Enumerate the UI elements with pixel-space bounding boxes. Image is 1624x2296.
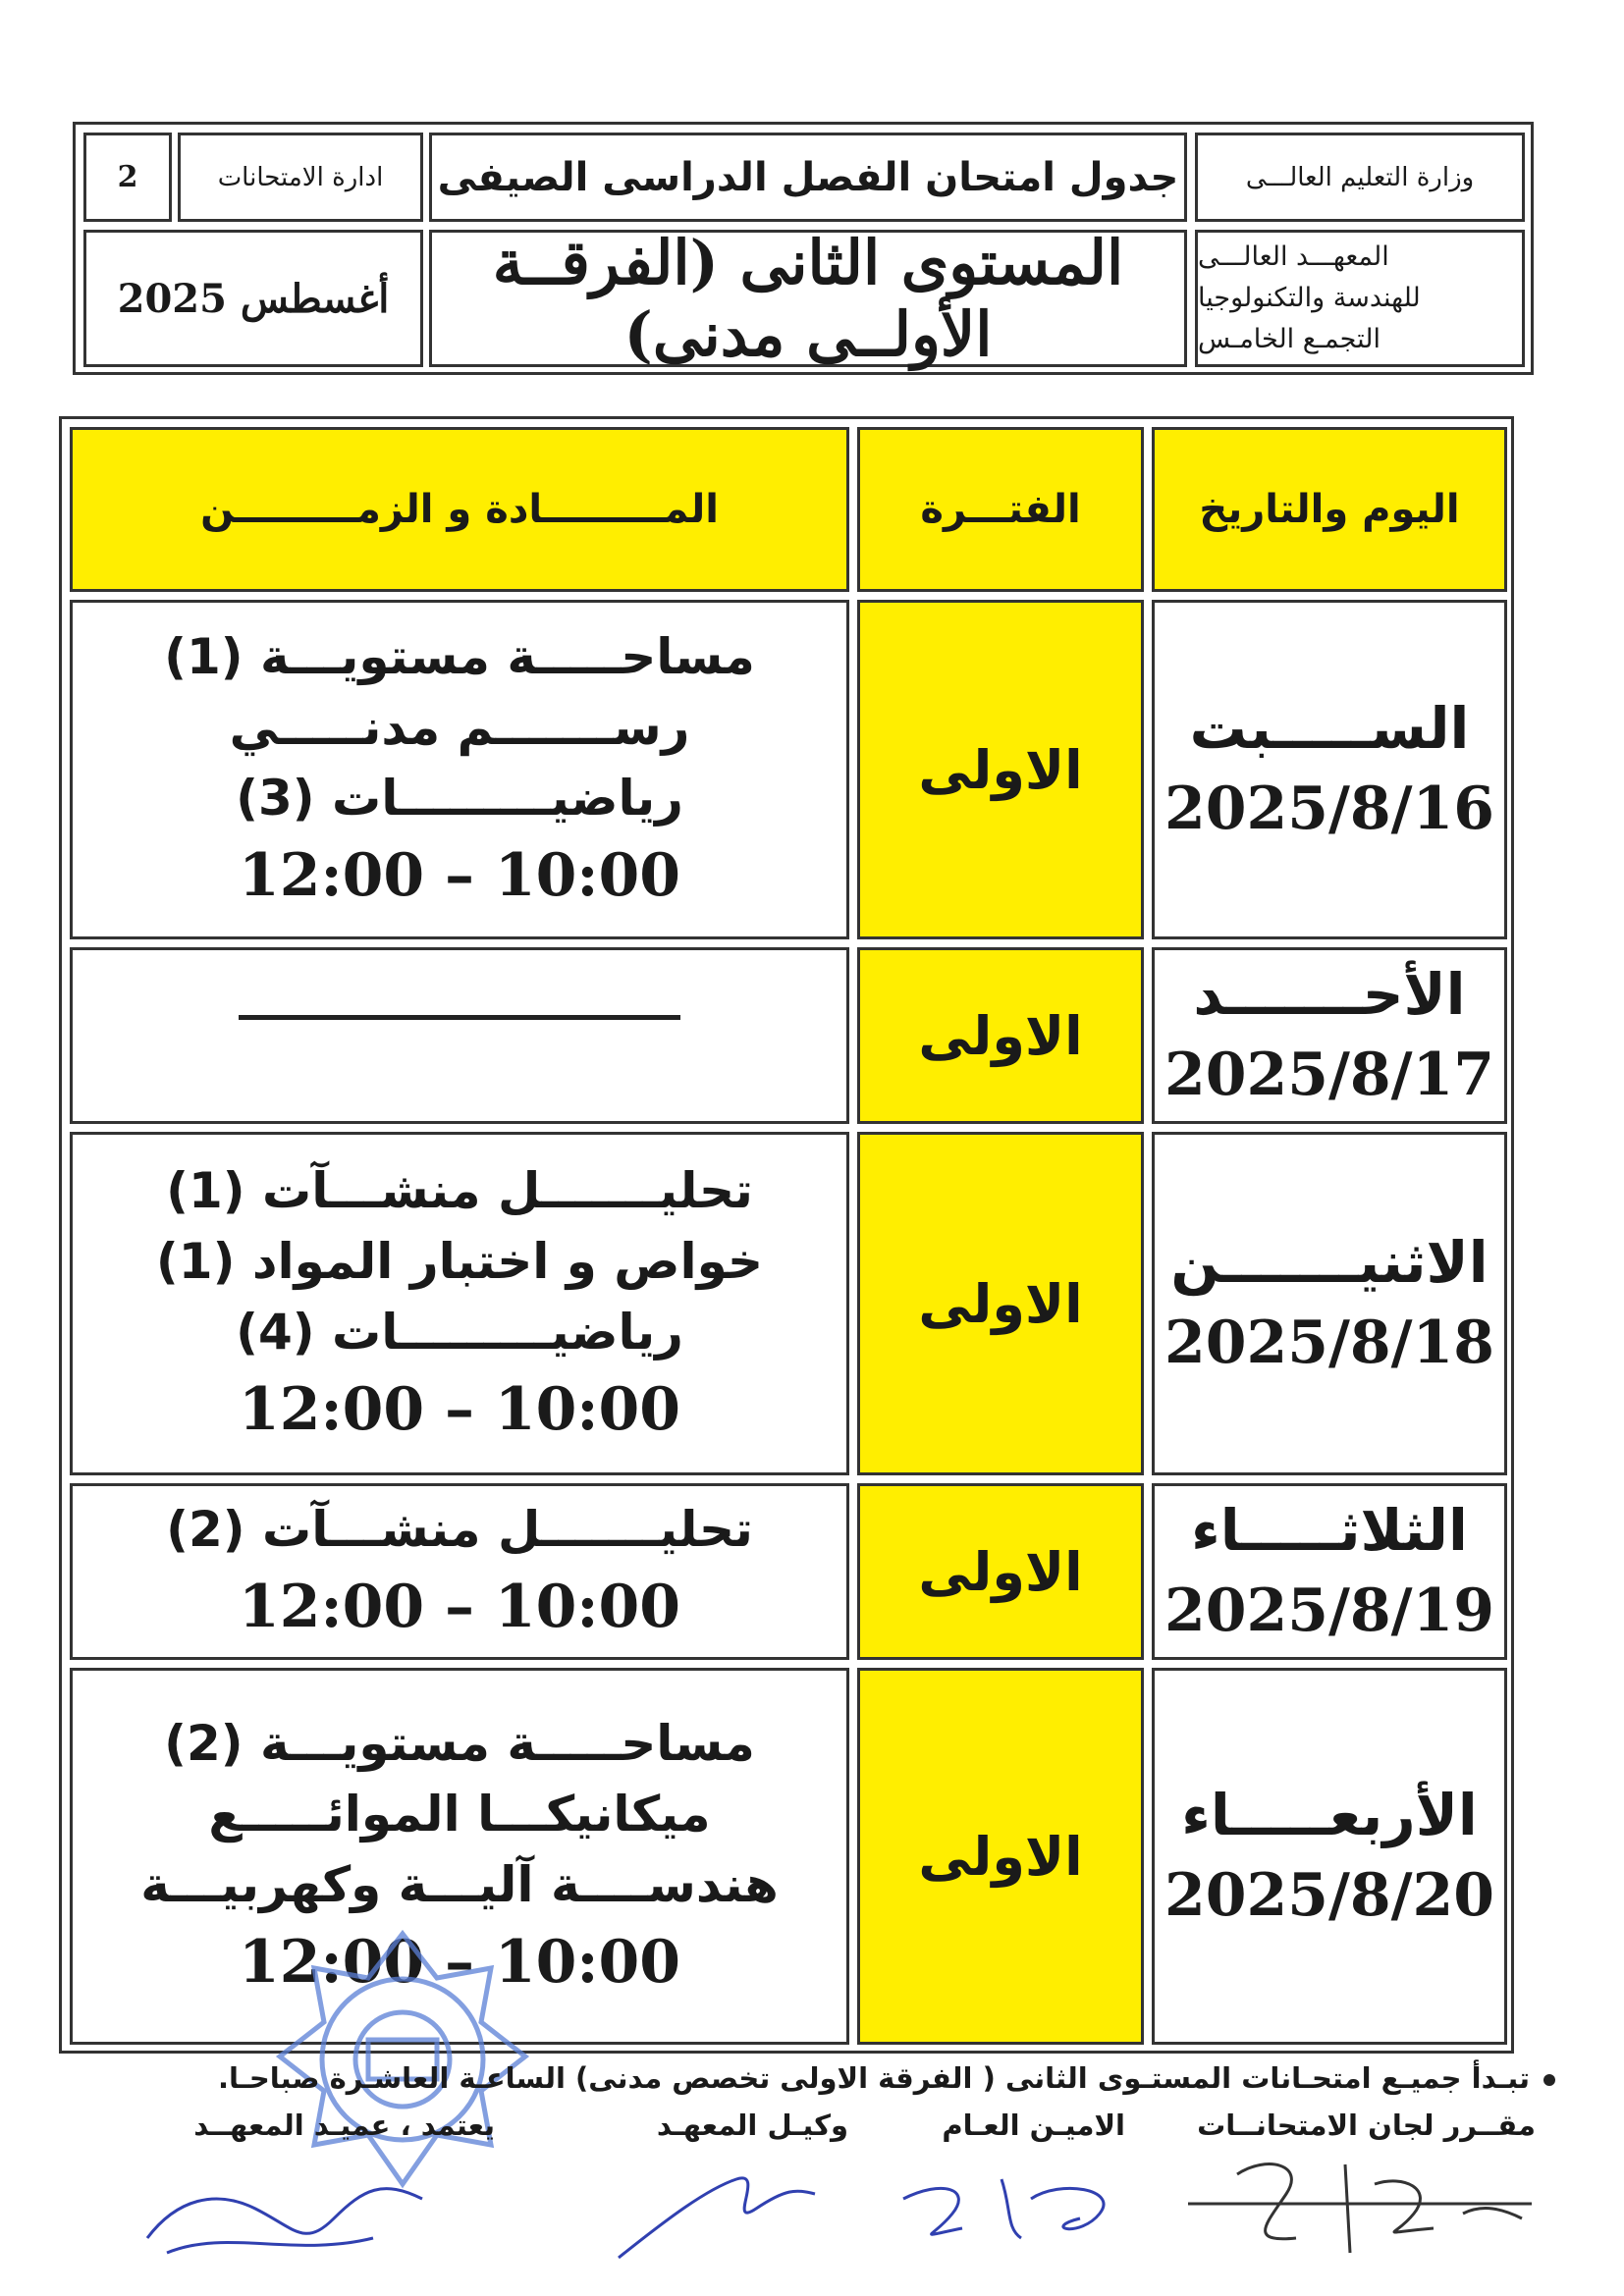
exam-time: 12:00 – 10:00 [238,1573,681,1641]
table-row-1-subjects [70,600,849,939]
signature-exams-committee-icon [1178,2145,1551,2263]
footer-note [43,2061,1555,2095]
subject: خواص و اختبار المواد (1) [155,1233,764,1290]
table-row-3-period [857,1132,1144,1475]
page-number-box [83,133,172,222]
exam-date: 2025/8/16 [1164,774,1495,843]
institute-line-3: التجمـع الخامـس [1198,324,1380,354]
signatory-label: مقــرر لجان الامتحانــات [1197,2109,1536,2142]
day-name: الأحـــــــد [1193,961,1466,1028]
exam-time: 12:00 – 10:00 [238,1928,681,1997]
department-box [178,133,423,222]
table-row-3-subjects [70,1132,849,1475]
department-name: ادارة الامتحانات [217,162,384,192]
institute-box [1195,230,1525,367]
column-header-subject [70,427,849,592]
table-row-3-day [1152,1132,1507,1475]
ministry-name: وزارة التعليم العالـــى [1245,162,1475,192]
period-label: الاولى [918,1825,1083,1888]
signature-dean-icon [137,2160,432,2268]
signatory-exams-committee [1197,2109,1536,2142]
signature-vice-dean-icon [609,2160,825,2268]
subject: تحليـــــــل منشـــآت (1) [166,1162,753,1219]
exam-schedule-table [59,416,1514,2054]
institute-line-2: للهندسة والتكنولوجيا [1198,283,1421,313]
exam-time: 12:00 – 10:00 [238,841,681,910]
table-row-1-period [857,600,1144,939]
subject: ميكانيكـــا الموائـــــع [208,1786,711,1842]
footer-note-text: تبـدأ جميـع امتحـانات المستـوى الثانى ( الفرقة الاولى تخصص مدنى) الساعـة العاشـرة صباحـا. [218,2061,1530,2095]
table-row-2-period [857,947,1144,1124]
table-row-5-period [857,1668,1144,2045]
subject: رياضيـــــــــات (3) [236,770,683,827]
day-name: الســـــبت [1189,695,1470,762]
institute-line-1: المعهـــد العالـــى [1198,241,1389,272]
header-frame [73,122,1534,375]
exam-month: أغسطس 2025 [117,275,390,322]
signature-secretary-icon [884,2160,1139,2258]
column-header-day [1152,427,1507,592]
signatory-label: الاميـن العـام [942,2109,1125,2142]
page-number: 2 [117,160,138,194]
title-box [429,133,1187,222]
subtitle-box [429,227,1187,370]
signatory-vice-dean [657,2109,848,2142]
column-header-day-label: اليوم والتاريخ [1199,487,1460,532]
signatory-label: وكيـل المعهـد [656,2109,848,2142]
column-header-subject-label: المـــــــــادة و الزمـــــــــن [200,487,719,532]
exam-time: 12:00 – 10:00 [238,1375,681,1444]
period-label: الاولى [918,738,1083,801]
no-exam-dash [239,1015,680,1020]
table-row-2-subjects [70,947,849,1124]
column-header-period [857,427,1144,592]
period-label: الاولى [918,1004,1083,1067]
table-row-4-subjects [70,1483,849,1660]
subject: مساحـــــة مستويـــة (1) [164,628,755,685]
day-name: الاثنيـــــــن [1170,1229,1489,1296]
table-row-4-day [1152,1483,1507,1660]
signatory-secretary-general [942,2109,1125,2142]
table-row-2-day [1152,947,1507,1124]
ministry-box [1195,133,1525,222]
subject: رياضيـــــــــات (4) [236,1304,683,1361]
table-row-5-day [1152,1668,1507,2045]
subject: مساحـــــة مستويـــة (2) [164,1715,755,1772]
subject: رســـــــم مدنـــــي [229,699,690,756]
column-header-period-label: الفتـــرة [920,487,1081,532]
day-name: الثلاثـــــاء [1191,1497,1468,1564]
period-label: الاولى [918,1540,1083,1603]
level-subtitle: المستوى الثانى (الفرقــة الأولــى مدنى) [492,227,1124,370]
period-label: الاولى [918,1272,1083,1335]
table-row-4-period [857,1483,1144,1660]
day-name: الأربعـــــاء [1181,1782,1478,1848]
month-box [83,230,423,367]
exam-date: 2025/8/18 [1164,1308,1495,1377]
signatory-dean [193,2109,495,2142]
bullet-icon [1543,2074,1555,2086]
exam-title: جدول امتحان الفصل الدراسى الصيفى [437,154,1179,200]
subject: تحليـــــــل منشـــآت (2) [166,1501,753,1558]
exam-date: 2025/8/19 [1164,1576,1495,1645]
table-row-1-day [1152,600,1507,939]
subject: هندســــة آليـــة وكهربيـــة [140,1856,779,1913]
exam-date: 2025/8/17 [1164,1041,1495,1109]
exam-date: 2025/8/20 [1164,1861,1495,1930]
signatory-label: يعتمد ، عميـد المعهــد [193,2109,495,2142]
